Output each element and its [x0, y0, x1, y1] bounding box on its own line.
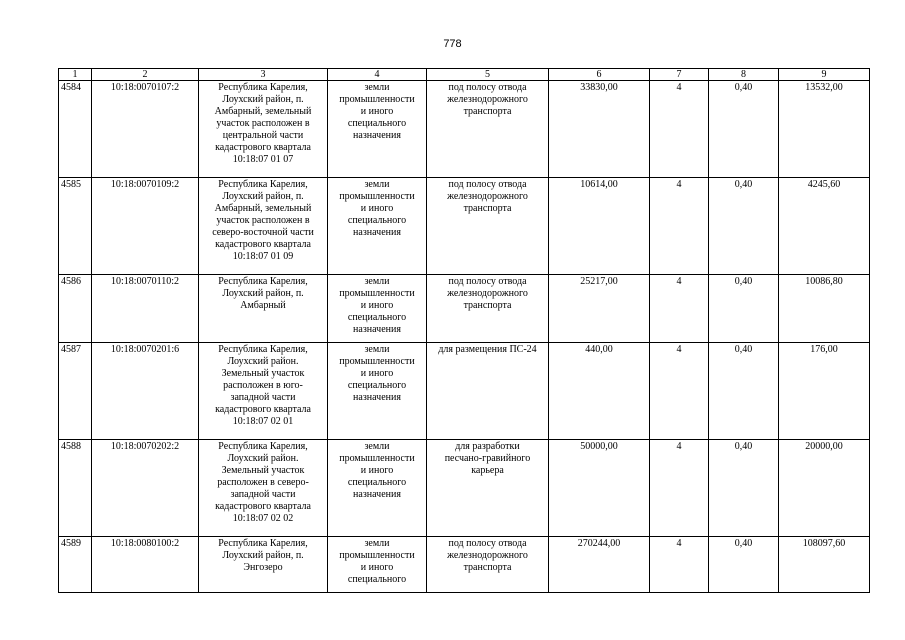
cell-col9: 10086,80 [779, 275, 870, 343]
cell-permitted-use-line: под полосу отвода [448, 82, 527, 93]
cell-address-line: кадастрового квартала [215, 142, 311, 153]
cell-area: 33830,00 [549, 81, 650, 178]
cell-col9: 108097,60 [779, 537, 870, 593]
table-row [59, 537, 870, 593]
cell-land-category [328, 275, 427, 343]
cell-address-line: Республика Карелия, [218, 82, 308, 93]
cell-address-line: Республика Карелия, [218, 441, 308, 452]
cell-land-category [328, 178, 427, 275]
cell-permitted-use-line: транспорта [463, 106, 512, 117]
cell-area: 270244,00 [549, 537, 650, 593]
cell-permitted-use-line: транспорта [463, 562, 512, 573]
cell-address [199, 81, 328, 178]
cell-col7: 4 [650, 81, 709, 178]
column-header: 1 [59, 69, 92, 81]
header-row [59, 69, 870, 81]
cell-permitted-use-line: под полосу отвода [448, 538, 527, 549]
cell-col7: 4 [650, 537, 709, 593]
cell-address-line: Земельный участок [221, 368, 305, 379]
cell-col9: 13532,00 [779, 81, 870, 178]
cell-col7: 4 [650, 343, 709, 440]
cell-permitted-use-line: для разработки [455, 441, 520, 452]
column-header: 9 [779, 69, 870, 81]
cell-land-category-line: земли [364, 276, 390, 287]
cell-number: 4589 [59, 537, 92, 593]
cell-land-category-line: промышленности [339, 550, 415, 561]
cell-number: 4585 [59, 178, 92, 275]
table-row [59, 81, 870, 178]
column-header: 4 [328, 69, 427, 81]
cell-address-line: северо-восточной части [212, 227, 314, 238]
cell-land-category [328, 537, 427, 593]
cell-land-category-line: специального [347, 477, 407, 488]
cell-address-line: Энгозеро [243, 562, 283, 573]
table-row [59, 178, 870, 275]
cell-permitted-use [427, 178, 549, 275]
cell-cadastral-number: 10:18:0070110:2 [92, 275, 199, 343]
cell-permitted-use-line: железнодорожного [447, 550, 528, 561]
page-number: 778 [443, 38, 462, 50]
cell-cadastral-number: 10:18:0070202:2 [92, 440, 199, 537]
cell-area: 50000,00 [549, 440, 650, 537]
cell-land-category-line: земли [364, 179, 390, 190]
cell-land-category [328, 440, 427, 537]
cell-address-line: Республика Карелия, [218, 179, 308, 190]
cell-number: 4588 [59, 440, 92, 537]
table-row [59, 343, 870, 440]
cell-address-line: 10:18:07 01 07 [232, 154, 294, 165]
cell-col7: 4 [650, 275, 709, 343]
cell-land-category-line: земли [364, 82, 390, 93]
cell-cadastral-number: 10:18:0080100:2 [92, 537, 199, 593]
cell-land-category-line: промышленности [339, 94, 415, 105]
cell-col7: 4 [650, 178, 709, 275]
cell-permitted-use-line: транспорта [463, 300, 512, 311]
cell-address-line: западной части [230, 392, 296, 403]
column-header: 2 [92, 69, 199, 81]
cell-land-category-line: и иного [360, 368, 394, 379]
cell-address-line: кадастрового квартала [215, 501, 311, 512]
cell-area: 25217,00 [549, 275, 650, 343]
cell-permitted-use-line: под полосу отвода [448, 276, 527, 287]
cell-address-line: расположен в северо- [217, 477, 309, 488]
cell-address-line: участок расположен в [216, 118, 310, 129]
cell-land-category-line: специального [347, 312, 407, 323]
cell-number: 4587 [59, 343, 92, 440]
cell-land-category-line: назначения [353, 489, 401, 500]
cell-address-line: участок расположен в [216, 215, 310, 226]
cell-permitted-use-line: железнодорожного [447, 288, 528, 299]
cell-permitted-use [427, 537, 549, 593]
cell-col8: 0,40 [709, 537, 779, 593]
cell-land-category [328, 81, 427, 178]
cell-address-line: Лоухский район, п. [222, 94, 304, 105]
cell-address-line: 10:18:07 02 02 [232, 513, 294, 524]
cell-address-line: Республика Карелия, [218, 276, 308, 287]
cell-land-category-line: и иного [360, 300, 394, 311]
cell-permitted-use [427, 440, 549, 537]
cell-address [199, 440, 328, 537]
cell-land-category-line: промышленности [339, 288, 415, 299]
cell-permitted-use-line: железнодорожного [447, 191, 528, 202]
cell-land-category-line: назначения [353, 227, 401, 238]
cell-land-category-line: и иного [360, 106, 394, 117]
cell-number: 4584 [59, 81, 92, 178]
column-header: 5 [427, 69, 549, 81]
cell-col8: 0,40 [709, 275, 779, 343]
cell-address [199, 178, 328, 275]
column-header: 3 [199, 69, 328, 81]
cell-address [199, 275, 328, 343]
cell-land-category-line: специального [347, 380, 407, 391]
cell-land-category-line: назначения [353, 130, 401, 141]
cell-land-category-line: и иного [360, 562, 394, 573]
cell-cadastral-number: 10:18:0070107:2 [92, 81, 199, 178]
cell-land-category-line: земли [364, 538, 390, 549]
cell-col8: 0,40 [709, 81, 779, 178]
cell-area: 440,00 [549, 343, 650, 440]
cell-address-line: центральной части [222, 130, 304, 141]
cell-address-line: Республика Карелия, [218, 344, 308, 355]
cell-land-category-line: назначения [353, 324, 401, 335]
cell-address-line: Лоухский район. [227, 453, 299, 464]
cell-address [199, 343, 328, 440]
cell-land-category-line: промышленности [339, 453, 415, 464]
cell-permitted-use [427, 275, 549, 343]
cell-address-line: Амбарный, земельный [214, 203, 312, 214]
cell-land-category-line: промышленности [339, 356, 415, 367]
cell-address-line: расположен в юго- [223, 380, 303, 391]
cell-land-category-line: и иного [360, 203, 394, 214]
cell-col7: 4 [650, 440, 709, 537]
column-header: 7 [650, 69, 709, 81]
cell-cadastral-number: 10:18:0070201:6 [92, 343, 199, 440]
cell-col9: 4245,60 [779, 178, 870, 275]
cell-address-line: 10:18:07 02 01 [232, 416, 294, 427]
cell-address-line: кадастрового квартала [215, 239, 311, 250]
cell-permitted-use-line: транспорта [463, 203, 512, 214]
cell-address [199, 537, 328, 593]
cell-permitted-use-line: железнодорожного [447, 94, 528, 105]
cell-permitted-use-line: песчано-гравийного [444, 453, 531, 464]
cell-address-line: Амбарный [240, 300, 286, 311]
cell-area: 10614,00 [549, 178, 650, 275]
cell-land-category-line: земли [364, 344, 390, 355]
table-row [59, 275, 870, 343]
cell-permitted-use-line: под полосу отвода [448, 179, 527, 190]
cell-land-category-line: земли [364, 441, 390, 452]
cell-address-line: Лоухский район, п. [222, 191, 304, 202]
cell-address-line: Лоухский район, п. [222, 288, 304, 299]
land-plots-table [58, 68, 870, 593]
cell-address-line: 10:18:07 01 09 [232, 251, 294, 262]
cell-address-line: Республика Карелия, [218, 538, 308, 549]
cell-address-line: западной части [230, 489, 296, 500]
cell-cadastral-number: 10:18:0070109:2 [92, 178, 199, 275]
cell-land-category-line: промышленности [339, 191, 415, 202]
cell-col9: 176,00 [779, 343, 870, 440]
cell-permitted-use-line: для размещения ПС-24 [438, 344, 537, 355]
cell-address-line: Амбарный, земельный [214, 106, 312, 117]
cell-land-category-line: специального [347, 574, 407, 585]
cell-land-category [328, 343, 427, 440]
cell-number: 4586 [59, 275, 92, 343]
cell-land-category-line: и иного [360, 465, 394, 476]
column-header: 6 [549, 69, 650, 81]
cell-land-category-line: специального [347, 118, 407, 129]
cell-land-category-line: специального [347, 215, 407, 226]
cell-col8: 0,40 [709, 440, 779, 537]
column-header: 8 [709, 69, 779, 81]
cell-col8: 0,40 [709, 343, 779, 440]
cell-address-line: Лоухский район, п. [222, 550, 304, 561]
cell-permitted-use-line: карьера [471, 465, 504, 476]
cell-address-line: Земельный участок [221, 465, 305, 476]
cell-permitted-use [427, 81, 549, 178]
cell-permitted-use [427, 343, 549, 440]
cell-address-line: Лоухский район. [227, 356, 299, 367]
table-row [59, 440, 870, 537]
cell-col8: 0,40 [709, 178, 779, 275]
cell-col9: 20000,00 [779, 440, 870, 537]
cell-land-category-line: назначения [353, 392, 401, 403]
cell-address-line: кадастрового квартала [215, 404, 311, 415]
